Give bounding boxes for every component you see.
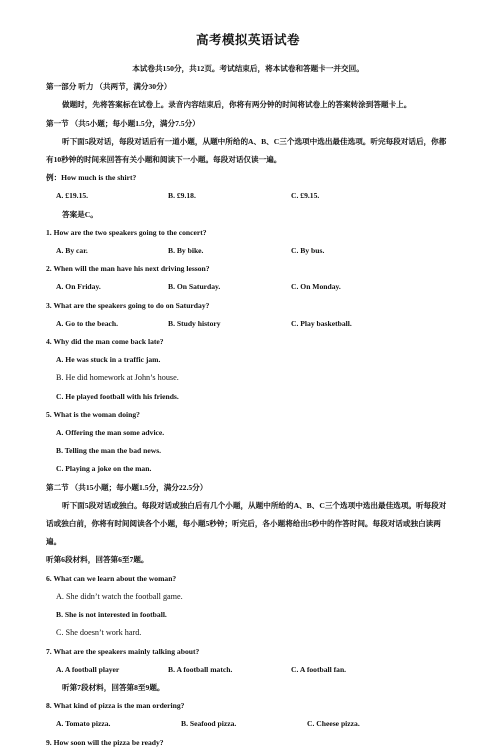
option-b: B. On Saturday. <box>168 282 221 292</box>
question-4-option-c: C. He played football with his friends. <box>56 391 179 401</box>
question-7: 7. What are the speakers mainly talking about? <box>46 646 200 656</box>
question-5-option-c: C. Playing a joke on the man. <box>56 464 152 474</box>
question-8: 8. What kind of pizza is the man ordering? <box>46 701 185 711</box>
option-a: A. On Friday. <box>56 282 101 292</box>
option-b: B. Study history <box>168 318 221 328</box>
example-question: 例：How much is the shirt? <box>46 173 137 183</box>
question-6-option-b: B. She is not interested in football. <box>56 610 167 620</box>
section1-instruction: 听下面5段对话，每段对话后有一道小题，从题中所给的A、B、C三个选项中选出最佳选项。听完每段对话后，你都有10秒钟的时间来回答有关小题和阅读下一小题。每段对话仅读一遍。 <box>46 136 447 165</box>
option-c: C. £9.15. <box>291 191 320 201</box>
option-a: A. By car. <box>56 246 88 256</box>
option-a: A. A football player <box>56 664 120 674</box>
option-c: C. On Monday. <box>291 282 341 292</box>
part1-instruction: 做题时，先将答案标在试卷上。录音内容结束后，你将有两分钟的时间将试卷上的答案转涂到答题卡上。 <box>62 100 412 110</box>
section2-heading: 第二节 （共15小题；每小题1.5分，满分22.5分） <box>46 482 208 492</box>
question-3: 3. What are the speakers going to do on Saturday? <box>46 300 210 310</box>
option-a: A. Go to the beach. <box>56 318 119 328</box>
question-5: 5. What is the woman doing? <box>46 409 140 419</box>
exam-title: 高考模拟英语试卷 <box>195 33 300 47</box>
material-6-note: 听第6段材料，回答第6至7题。 <box>46 555 149 565</box>
option-b: B. Seafood pizza. <box>181 719 237 729</box>
question-3-options <box>46 315 450 333</box>
question-4-option-a: A. He was stuck in a traffic jam. <box>56 355 161 365</box>
option-c: C. By bus. <box>291 246 325 256</box>
question-2: 2. When will the man have his next driving lesson? <box>46 264 210 274</box>
question-5-option-b: B. Telling the man the bad news. <box>56 446 162 456</box>
option-a: A. £19.15. <box>56 191 89 201</box>
option-c: C. Play basketball. <box>291 318 352 328</box>
question-6-option-a: A. She didn’t watch the football game. <box>56 591 183 601</box>
exam-notice: 本试卷共150分，共12页。考试结束后，将本试卷和答题卡一并交回。 <box>132 64 364 73</box>
question-2-options <box>46 278 450 296</box>
question-4: 4. Why did the man come back late? <box>46 337 164 347</box>
question-4-option-b: B. He did homework at John’s house. <box>56 373 179 383</box>
question-7-options <box>46 661 450 679</box>
option-a: A. Tomato pizza. <box>56 719 111 729</box>
option-b: B. A football match. <box>168 664 233 674</box>
part1-heading: 第一部分 听力 （共两节，满分30分） <box>46 82 172 92</box>
question-1: 1. How are the two speakers going to the concert? <box>46 227 207 237</box>
option-b: B. £9.18. <box>168 191 196 201</box>
section2-instruction: 听下面5段对话或独白。每段对话或独白后有几个小题，从题中所给的A、B、C三个选项中选出最佳选项。听每段对话或独白前，你将有时间阅读各个小题，每小题5秒钟；听完后，各小题将给出5秒中的作答时间。每段对话或独白读两遍。 <box>46 500 447 547</box>
option-c: C. Cheese pizza. <box>307 719 360 729</box>
option-c: C. A football fan. <box>291 664 347 674</box>
section1-heading: 第一节 （共5小题；每小题1.5分，满分7.5分） <box>46 118 200 128</box>
question-6: 6. What can we learn about the woman? <box>46 573 177 583</box>
material-7-note: 听第7段材料，回答第8至9题。 <box>62 682 165 692</box>
example-answer: 答案是C。 <box>62 209 98 219</box>
option-b: B. By bike. <box>168 246 204 256</box>
question-1-options <box>46 242 450 260</box>
example-options <box>46 187 450 205</box>
question-9: 9. How soon will the pizza be ready? <box>46 737 164 747</box>
question-5-option-a: A. Offering the man some advice. <box>56 428 165 438</box>
question-8-options <box>46 715 450 733</box>
question-6-option-c: C. She doesn’t work hard. <box>56 628 142 638</box>
